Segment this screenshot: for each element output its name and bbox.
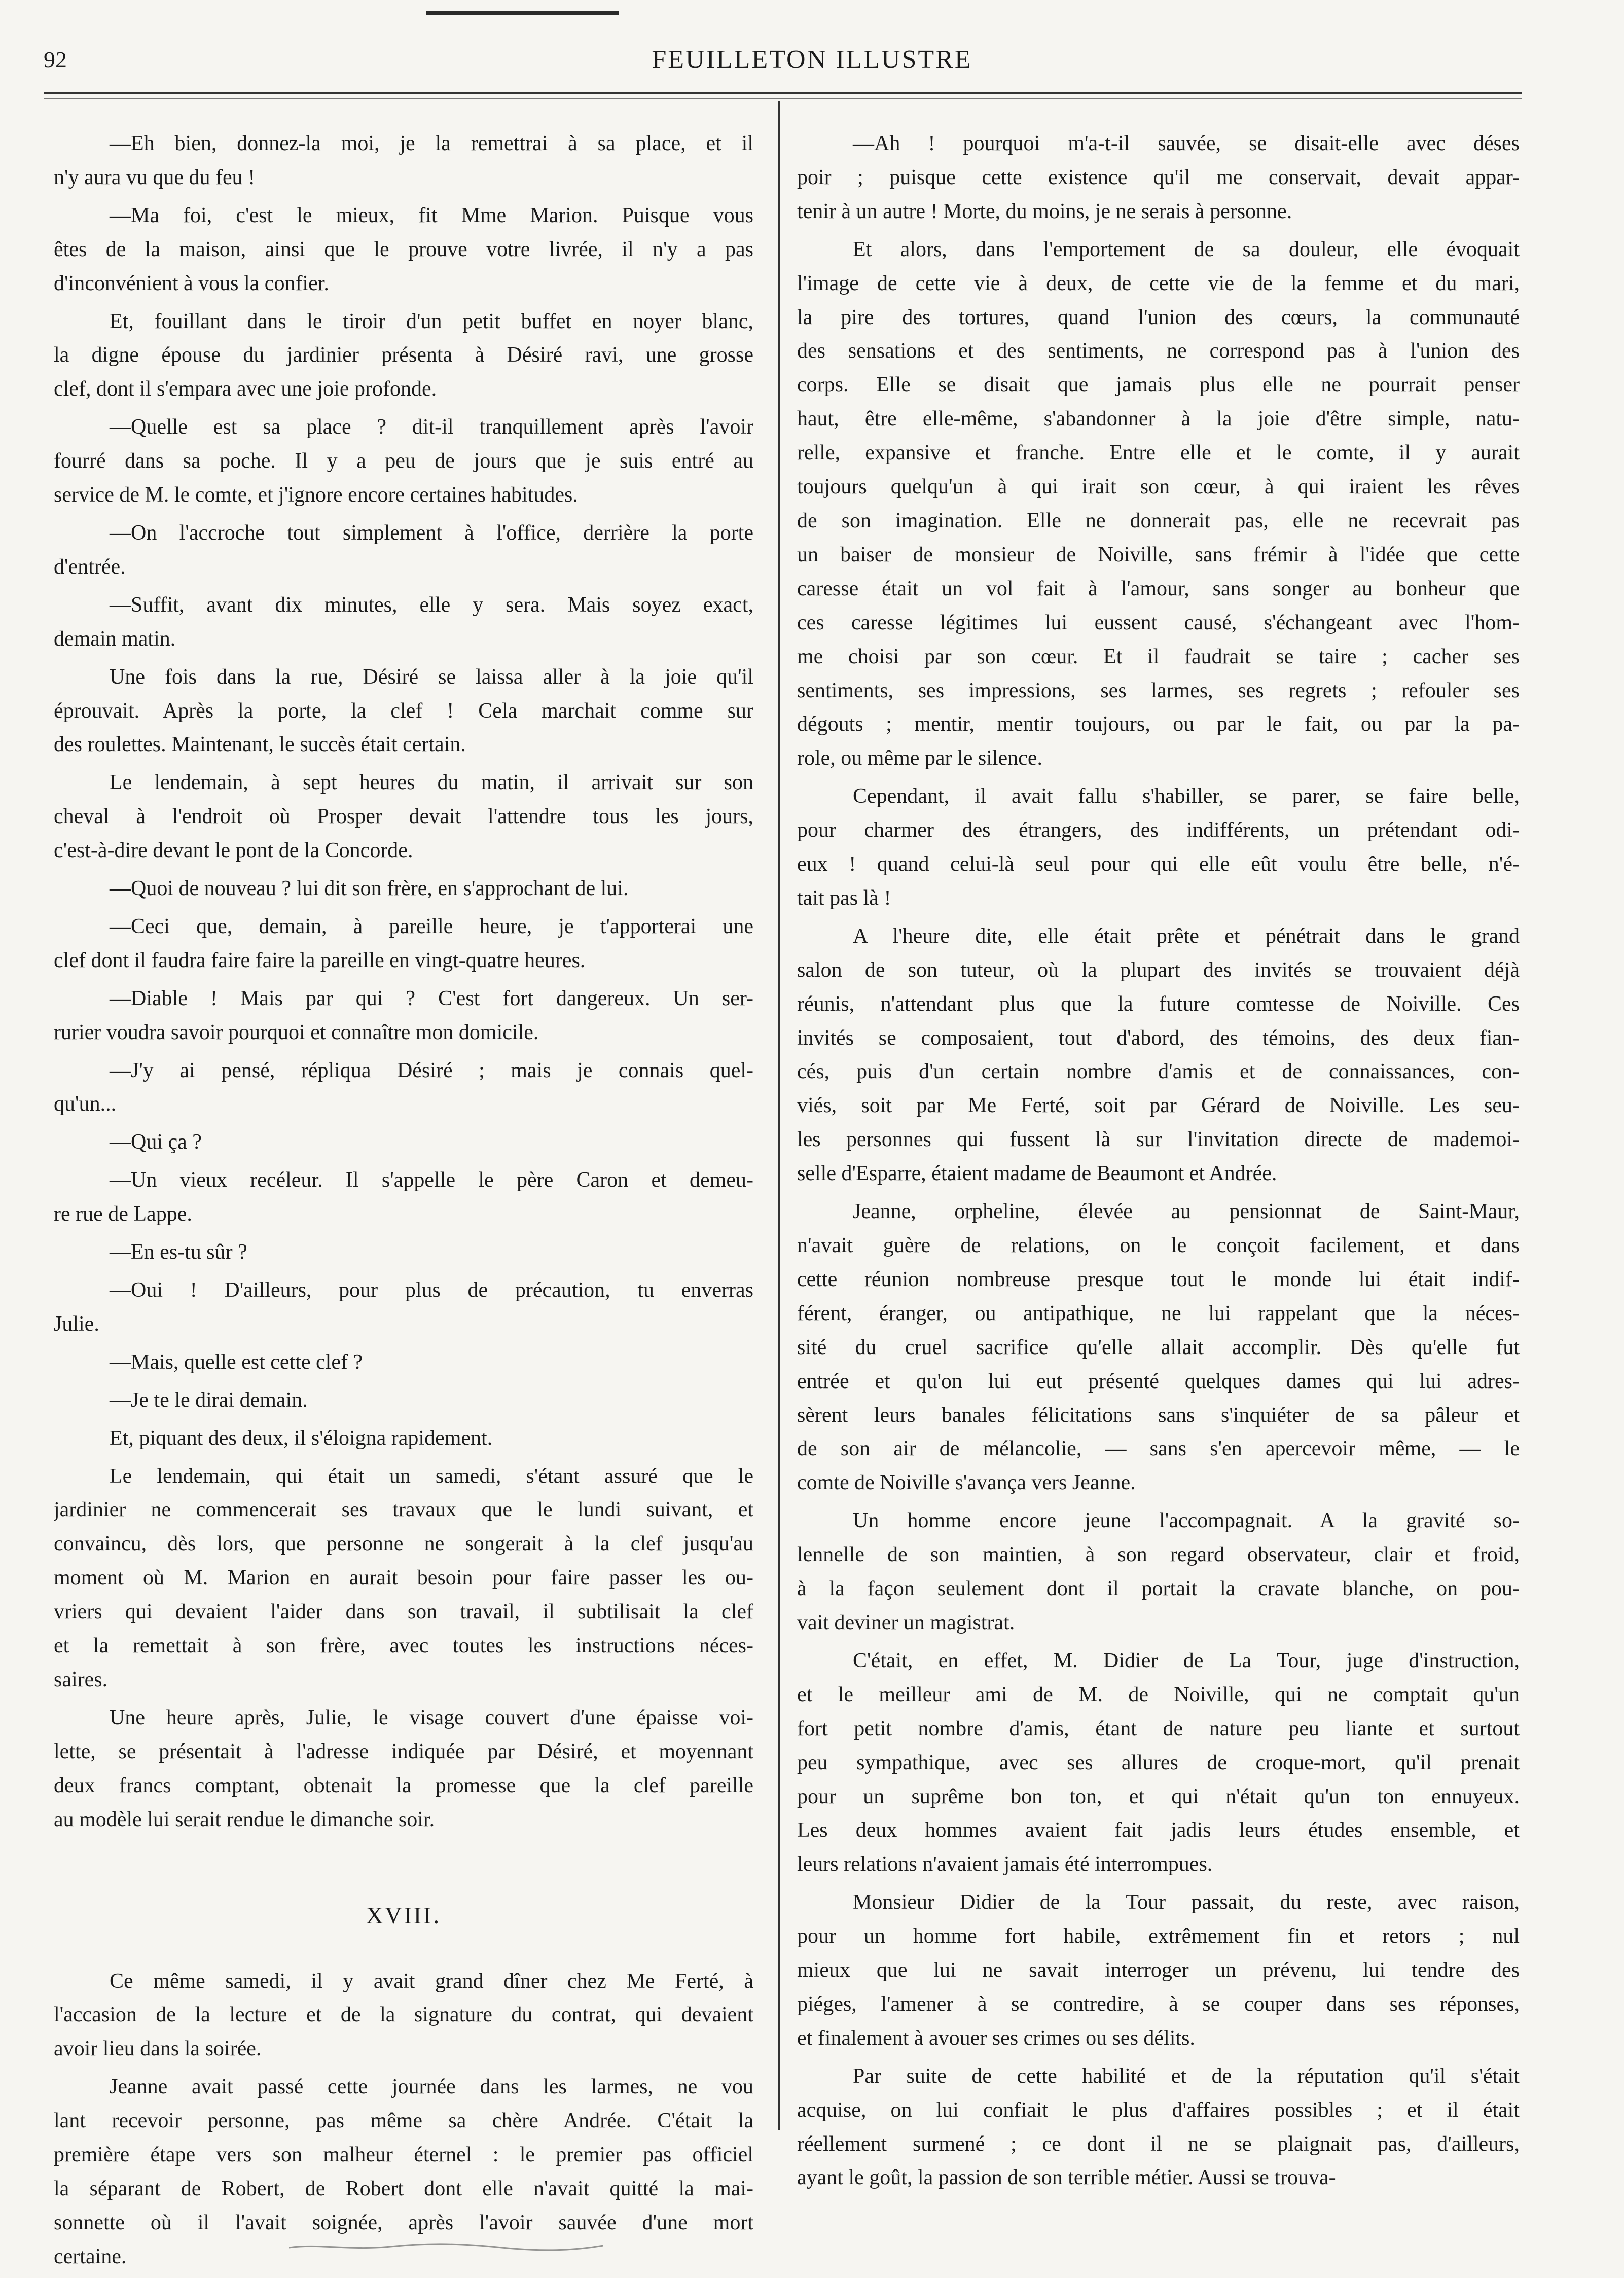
left-column-paragraphs-before [54, 127, 753, 1837]
text-line: mieux que lui ne savait interroger un prévenu, lui tendre des [797, 1959, 1520, 1982]
text-line: et la remettait à son frère, avec toutes les instructions néces- [54, 1634, 753, 1658]
paragraph [54, 766, 753, 868]
text-line: viés, soit par Me Ferté, soit par Gérard de Noiville. Les seu- [797, 1094, 1520, 1118]
text-line: —Oui ! D'ailleurs, pour plus de précaution, tu enverras [110, 1278, 753, 1302]
text-line: —Un vieux recéleur. Il s'appelle le père Caron et demeu- [110, 1168, 753, 1192]
text-line: pour un homme fort habile, extrêmement fin et retors ; nul [797, 1925, 1520, 1948]
text-line: Et alors, dans l'emportement de sa douleur, elle évoquait [853, 237, 1520, 261]
text-line: —Je te le dirai demain. [110, 1388, 308, 1412]
text-line: avoir lieu dans la soirée. [54, 2037, 262, 2061]
text-line: poir ; puisque cette existence qu'il me conservait, devait appar- [797, 165, 1520, 189]
text-line: eux ! quand celui-là seul pour qui elle eût voulu être belle, n'é- [797, 852, 1520, 876]
paragraph [797, 127, 1520, 229]
text-line: —Suffit, avant dix minutes, elle y sera. Mais soyez exact, [110, 593, 753, 617]
text-line: me choisi par son cœur. Et il faudrait se taire ; cacher ses [797, 645, 1520, 668]
text-line: sèrent leurs banales félicitations sans s'inquiéter de sa pâleur et [797, 1403, 1520, 1427]
text-line: relle, expansive et franche. Entre elle et le comte, il y aurait [797, 441, 1520, 465]
text-line: fort petit nombre d'amis, étant de nature peu liante et surtout [797, 1717, 1520, 1740]
text-line: certaine. [54, 2245, 127, 2268]
paragraph [54, 1054, 753, 1122]
text-line: sité du cruel sacrifice qu'elle allait accomplir. Dès qu'elle fut [797, 1335, 1520, 1359]
text-line: entrée et qu'on lui eut présenté quelques dames qui lui adres- [797, 1369, 1520, 1393]
text-line: n'avait guère de relations, on le conçoit facilement, et dans [797, 1234, 1520, 1257]
text-line: Par suite de cette habilité et de la réputation qu'il s'était [853, 2064, 1520, 2088]
text-line: invités se composaient, tout d'abord, des témoins, des deux fian- [797, 1026, 1520, 1050]
paragraph [54, 1460, 753, 1697]
left-column-paragraphs-after [54, 1965, 753, 2274]
text-line: C'était, en effet, M. Didier de La Tour, juge d'instruction, [853, 1649, 1520, 1672]
paragraph [54, 127, 753, 195]
text-line: des roulettes. Maintenant, le succès était certain. [54, 733, 466, 757]
text-line: convaincu, dès lors, que personne ne songerait à la clef jusqu'au [54, 1532, 753, 1556]
text-line: acquise, on lui confiait le plus d'affaires possibles ; et il était [797, 2098, 1520, 2122]
paragraph [54, 410, 753, 512]
paragraph [54, 1345, 753, 1379]
text-line: re rue de Lappe. [54, 1202, 192, 1226]
text-line: cés, puis d'un certain nombre d'amis et de connaissances, con- [797, 1060, 1520, 1084]
paragraph [54, 1421, 753, 1455]
text-line: au modèle lui serait rendue le dimanche soir. [54, 1807, 435, 1831]
text-line: Julie. [54, 1312, 99, 1336]
header-rule-thin [44, 98, 1522, 99]
text-line: —Eh bien, donnez-la moi, je la remettrai à sa place, et il [110, 132, 753, 155]
text-line: Et, fouillant dans le tiroir d'un petit buffet en noyer blanc, [110, 309, 753, 333]
paragraph [54, 1383, 753, 1417]
text-line: Le lendemain, qui était un samedi, s'étant assuré que le [110, 1464, 753, 1488]
text-line: —Quoi de nouveau ? lui dit son frère, en s'approchant de lui. [110, 877, 629, 901]
text-line: lette, se présentait à l'adresse indiquée par Désiré, et moyennant [54, 1739, 753, 1763]
text-line: —Qui ça ? [110, 1130, 202, 1154]
text-line: c'est-à-dire devant le pont de la Concorde. [54, 839, 413, 863]
text-line: lant recevoir personne, pas même sa chère Andrée. C'était la [54, 2109, 753, 2133]
paragraph [54, 1235, 753, 1269]
text-line: dégouts ; mentir, mentir toujours, ou par le fait, ou par la pa- [797, 713, 1520, 736]
text-line: role, ou même par le silence. [797, 746, 1042, 770]
paragraph [54, 872, 753, 906]
text-line: sonnette où il l'avait soignée, après l'avoir sauvée d'une mort [54, 2211, 753, 2234]
text-line: la séparant de Robert, de Robert dont elle n'avait quitté la mai- [54, 2177, 753, 2200]
text-line: comte de Noiville s'avança vers Jeanne. [797, 1471, 1136, 1495]
text-line: —On l'accroche tout simplement à l'office, derrière la porte [110, 521, 753, 545]
text-line: —J'y ai pensé, répliqua Désiré ; mais je connais quel- [110, 1058, 753, 1082]
text-line: tait pas là ! [797, 886, 891, 910]
text-line: de son imagination. Elle ne donnerait pas, elle ne recevrait pas [797, 509, 1520, 532]
text-line: —Mais, quelle est cette clef ? [110, 1350, 363, 1374]
text-line: A l'heure dite, elle était prête et pénétrait dans le grand [853, 924, 1520, 948]
text-line: Un homme encore jeune l'accompagnait. A la gravité so- [853, 1509, 1520, 1533]
text-line: la digne épouse du jardinier présenta à Désiré ravi, une grosse [54, 343, 753, 367]
text-line: —Diable ! Mais par qui ? C'est fort dangereux. Un ser- [110, 986, 753, 1010]
paragraph [54, 982, 753, 1050]
paragraph [797, 1885, 1520, 2055]
right-column-paragraphs [797, 127, 1520, 2195]
text-line: —Ma foi, c'est le mieux, fit Mme Marion. Puisque vous [110, 203, 753, 227]
page-number: 92 [44, 47, 67, 73]
text-line: Le lendemain, à sept heures du matin, il arrivait sur son [110, 771, 753, 795]
text-line: haut, être elle-même, s'abandonner à la joie d'être simple, natu- [797, 407, 1520, 431]
paragraph [54, 199, 753, 301]
text-line: —Ah ! pourquoi m'a-t-il sauvée, se disait-elle avec déses [853, 132, 1520, 155]
paragraph [797, 1195, 1520, 1500]
top-ornament-rule [426, 11, 619, 15]
text-line: tenir à un autre ! Morte, du moins, je ne serais à personne. [797, 199, 1292, 223]
text-line: piéges, l'amener à se contredire, à se couper dans ses réponses, [797, 1992, 1520, 2016]
text-line: êtes de la maison, ainsi que le prouve votre livrée, il n'y a pas [54, 237, 753, 261]
text-line: Cependant, il avait fallu s'habiller, se parer, se faire belle, [853, 785, 1520, 808]
paragraph [54, 1273, 753, 1341]
text-line: Les deux hommes avaient fait jadis leurs études ensemble, et [797, 1819, 1520, 1842]
text-line: des sensations et des sentiments, ne correspond pas à l'union des [797, 339, 1520, 363]
text-line: et finalement à avouer ses crimes ou ses délits. [797, 2026, 1195, 2050]
text-line: leurs relations n'avaient jamais été interrompues. [797, 1853, 1213, 1876]
text-line: pour charmer des étrangers, des indifférents, un prétendant odi- [797, 818, 1520, 842]
text-line: ayant le goût, la passion de son terrible métier. Aussi se trouva- [797, 2166, 1336, 2190]
paragraph [54, 1701, 753, 1837]
text-line: selle d'Esparre, étaient madame de Beaumont et Andrée. [797, 1162, 1277, 1186]
text-line: ces caresse légitimes lui eussent causé, s'échangeant avec l'hom- [797, 611, 1520, 634]
text-line: férent, éranger, ou antipathique, ne lui rappelant que la néces- [797, 1301, 1520, 1325]
text-line: de son air de mélancolie, — sans s'en apercevoir même, — le [797, 1437, 1520, 1461]
text-line: d'inconvénient à vous la confier. [54, 271, 329, 295]
paragraph [54, 660, 753, 762]
right-column [797, 127, 1520, 2199]
text-line: demain matin. [54, 627, 176, 651]
text-line: la pire des tortures, quand l'union des cœurs, la communauté [797, 305, 1520, 329]
section-heading: XVIII. [366, 1902, 441, 1928]
text-line: l'accasion de la lecture et de la signature du contrat, qui devaient [54, 2003, 753, 2027]
text-line: corps. Elle se disait que jamais plus elle ne pourrait penser [797, 373, 1520, 397]
text-line: lennelle de son maintien, à son regard observateur, clair et froid, [797, 1543, 1520, 1567]
text-line: les personnes qui fussent là sur l'invitation directe de mademoi- [797, 1128, 1520, 1152]
text-line: l'image de cette vie à deux, de cette vie de la femme et du mari, [797, 271, 1520, 295]
paragraph [54, 1125, 753, 1159]
text-line: cette réunion nombreuse presque tout le monde lui était indif- [797, 1267, 1520, 1291]
text-line: rurier voudra savoir pourquoi et connaître mon domicile. [54, 1020, 539, 1044]
paragraph [54, 588, 753, 656]
text-line: caresse était un vol fait à l'amour, sans songer au bonheur que [797, 577, 1520, 600]
paragraph [54, 1965, 753, 2067]
text-line: qu'un... [54, 1092, 117, 1116]
text-line: saires. [54, 1667, 108, 1691]
text-line: toujours quelqu'un à qui irait son cœur, à qui iraient les rêves [797, 475, 1520, 499]
text-line: Une heure après, Julie, le visage couvert d'une épaisse voi- [110, 1705, 753, 1729]
text-line: cheval à l'endroit où Prosper devait l'attendre tous les jours, [54, 805, 753, 829]
text-line: —Ceci que, demain, à pareille heure, je t'apporterai une [110, 914, 753, 938]
text-line: Monsieur Didier de la Tour passait, du reste, avec raison, [853, 1891, 1520, 1914]
text-line: Et, piquant des deux, il s'éloigna rapidement. [110, 1426, 493, 1450]
text-line: sentiments, ses impressions, ses larmes, ses regrets ; refouler ses [797, 679, 1520, 702]
paragraph [54, 305, 753, 407]
text-line: Ce même samedi, il y avait grand dîner chez Me Ferté, à [110, 1969, 753, 1993]
text-line: et le meilleur ami de M. de Noiville, qui ne comptait qu'un [797, 1683, 1520, 1706]
text-line: clef, dont il s'empara avec une joie profonde. [54, 377, 437, 401]
page-header-title: FEUILLETON ILLUSTRE [652, 45, 972, 74]
text-line: vriers qui devaient l'aider dans son travail, il subtilisait la clef [54, 1600, 753, 1624]
text-line: d'entrée. [54, 555, 126, 579]
text-line: un baiser de monsieur de Noiville, sans frémir à l'idée que cette [797, 543, 1520, 566]
text-line: éprouvait. Après la porte, la clef ! Cela marchait comme sur [54, 699, 753, 723]
paragraph [54, 910, 753, 978]
header-rule [44, 92, 1522, 94]
text-line: deux francs comptant, obtenait la promesse que la clef pareille [54, 1773, 753, 1797]
paragraph [797, 1644, 1520, 1881]
paragraph [797, 233, 1520, 776]
paragraph [797, 1504, 1520, 1640]
text-line: n'y aura vu que du feu ! [54, 165, 256, 189]
text-line: peu sympathique, avec ses allures de croque-mort, qu'il prenait [797, 1751, 1520, 1774]
text-line: salon de son tuteur, où la plupart des invités se trouvaient déjà [797, 958, 1520, 982]
text-line: clef dont il faudra faire faire la pareille en vingt-quatre heures. [54, 948, 586, 972]
text-line: réellement surmené ; ce dont il ne se plaignait pas, d'ailleurs, [797, 2132, 1520, 2156]
text-line: à la façon seulement dont il portait la cravate blanche, on pou- [797, 1577, 1520, 1601]
paragraph [797, 779, 1520, 915]
left-column [54, 127, 753, 2278]
text-line: pour un suprême bon ton, et qui n'était qu'un ton ennuyeux. [797, 1785, 1520, 1808]
text-line: fourré dans sa poche. Il y a peu de jours que je suis entré au [54, 449, 753, 473]
text-line: —En es-tu sûr ? [110, 1240, 247, 1264]
bottom-print-smudge [289, 2241, 603, 2253]
text-line: première étape vers son malheur éternel : le premier pas officiel [54, 2143, 753, 2167]
paragraph [54, 1163, 753, 1231]
paragraph [54, 516, 753, 584]
text-line: Jeanne avait passé cette journée dans les larmes, ne vou [110, 2075, 753, 2099]
text-line: —Quelle est sa place ? dit-il tranquillement après l'avoir [110, 415, 753, 439]
column-divider [778, 101, 780, 2130]
text-line: Une fois dans la rue, Désiré se laissa aller à la joie qu'il [110, 665, 753, 689]
text-line: réunis, n'attendant plus que la future comtesse de Noiville. Ces [797, 992, 1520, 1016]
text-line: jardinier ne commencerait ses travaux que le lundi suivant, et [54, 1498, 753, 1522]
text-line: service de M. le comte, et j'ignore encore certaines habitudes. [54, 483, 578, 507]
text-line: vait deviner un magistrat. [797, 1611, 1015, 1634]
paragraph [797, 2059, 1520, 2195]
text-line: moment où M. Marion en aurait besoin pour faire passer les ou- [54, 1566, 753, 1590]
paragraph [797, 919, 1520, 1191]
text-line: Jeanne, orpheline, élevée au pensionnat de Saint-Maur, [853, 1200, 1520, 1224]
